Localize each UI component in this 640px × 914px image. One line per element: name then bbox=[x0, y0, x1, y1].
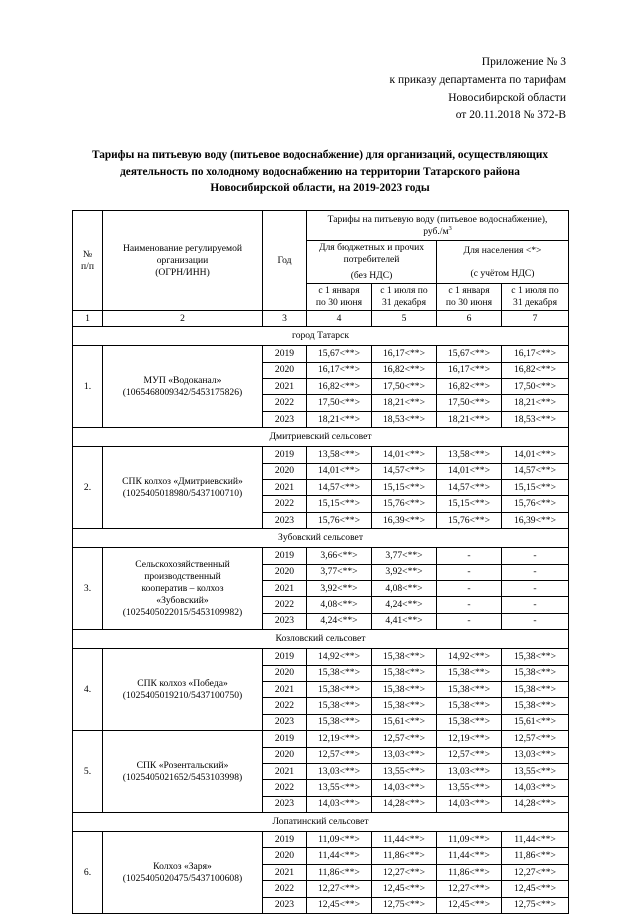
tariff-value-budget-h1: 13,55<**> bbox=[307, 780, 372, 796]
column-number-6: 6 bbox=[437, 311, 502, 327]
table-row bbox=[73, 447, 569, 463]
organization-line: (1025405021652/5453103998) bbox=[122, 771, 243, 783]
tariff-value-budget-h2: 15,76<**> bbox=[372, 496, 437, 512]
year-cell: 2019 bbox=[263, 731, 307, 747]
tariff-value-population-h1: - bbox=[437, 580, 502, 596]
header-number-line2: п/п bbox=[81, 260, 94, 272]
group-label: город Татарск bbox=[73, 327, 569, 346]
tariff-value-budget-h1: 12,45<**> bbox=[307, 897, 372, 913]
tariff-value-budget-h1: 3,77<**> bbox=[307, 564, 372, 580]
tariff-value-population-h2: 14,03<**> bbox=[502, 780, 569, 796]
tariff-value-population-h1: 11,09<**> bbox=[437, 832, 502, 848]
table-row bbox=[73, 832, 569, 848]
header-cell-year: Год bbox=[263, 211, 307, 311]
tariff-value-budget-h2: 13,03<**> bbox=[372, 747, 437, 763]
tariff-value-population-h2: 15,38<**> bbox=[502, 681, 569, 697]
group-label: Зубовский сельсовет bbox=[73, 529, 569, 548]
tariff-value-population-h1: 15,67<**> bbox=[437, 346, 502, 362]
organization-name bbox=[103, 548, 263, 630]
group-label: Дмитриевский сельсовет bbox=[73, 428, 569, 447]
tariff-value-population-h2: 17,50<**> bbox=[502, 379, 569, 395]
tariff-value-population-h2: - bbox=[502, 597, 569, 613]
table-group-row bbox=[73, 428, 569, 447]
row-number: 4. bbox=[73, 649, 103, 731]
tariff-value-population-h1: 12,27<**> bbox=[437, 881, 502, 897]
tariff-value-population-h2: 12,75<**> bbox=[502, 897, 569, 913]
table-row bbox=[73, 731, 569, 747]
year-cell: 2023 bbox=[263, 796, 307, 812]
tariff-value-population-h2: 18,53<**> bbox=[502, 411, 569, 427]
tariff-value-budget-h1: 11,09<**> bbox=[307, 832, 372, 848]
row-number: 5. bbox=[73, 731, 103, 813]
header-period4-line2: 31 декабря bbox=[513, 297, 558, 309]
column-number-1: 1 bbox=[73, 311, 103, 327]
header-period3-line2: по 30 июня bbox=[445, 297, 493, 309]
column-number-7: 7 bbox=[502, 311, 569, 327]
title-line-2: деятельность по холодному водоснабжению на территории Татарского района bbox=[120, 165, 520, 178]
header-tariffs-line2 bbox=[309, 226, 566, 238]
tariff-value-population-h1: 14,01<**> bbox=[437, 463, 502, 479]
organization-line: (1025405020475/5437100608) bbox=[122, 872, 243, 884]
year-cell: 2022 bbox=[263, 780, 307, 796]
year-cell: 2023 bbox=[263, 613, 307, 629]
year-cell: 2020 bbox=[263, 848, 307, 864]
group-label: Козловский сельсовет bbox=[73, 630, 569, 649]
year-cell: 2022 bbox=[263, 395, 307, 411]
tariff-value-population-h1: 16,82<**> bbox=[437, 379, 502, 395]
tariff-value-population-h1: 11,86<**> bbox=[437, 864, 502, 880]
table-group-row bbox=[73, 813, 569, 832]
tariff-value-budget-h1: 13,58<**> bbox=[307, 447, 372, 463]
year-cell: 2022 bbox=[263, 496, 307, 512]
tariff-value-budget-h2: 4,41<**> bbox=[372, 613, 437, 629]
tariff-value-population-h2: 16,17<**> bbox=[502, 346, 569, 362]
table-row bbox=[73, 346, 569, 362]
header-period3-line1: с 1 января bbox=[448, 285, 490, 297]
tariff-value-population-h2: 15,38<**> bbox=[502, 649, 569, 665]
tariff-value-population-h1: 14,57<**> bbox=[437, 480, 502, 496]
tariff-value-population-h1: 13,58<**> bbox=[437, 447, 502, 463]
header-period1-line2: по 30 июня bbox=[315, 297, 363, 309]
tariff-value-population-h2: 14,57<**> bbox=[502, 463, 569, 479]
title-line-1: Тарифы на питьевую воду (питьевое водоснабжение) для организаций, осуществляющих bbox=[91, 149, 549, 162]
table-row bbox=[73, 649, 569, 665]
tariff-value-population-h1: - bbox=[437, 613, 502, 629]
tariff-value-population-h1: - bbox=[437, 564, 502, 580]
group-label: Лопатинский сельсовет bbox=[73, 813, 569, 832]
header-cell-tariffs bbox=[307, 211, 569, 241]
year-cell: 2021 bbox=[263, 379, 307, 395]
tariff-value-population-h2: 13,03<**> bbox=[502, 747, 569, 763]
tariff-value-budget-h2: 12,45<**> bbox=[372, 881, 437, 897]
tariff-value-population-h2: 12,57<**> bbox=[502, 731, 569, 747]
organization-line: СПК колхоз «Победа» bbox=[137, 677, 228, 689]
header-org-line3: (ОГРН/ИНН) bbox=[155, 266, 210, 278]
table-header bbox=[73, 211, 569, 327]
tariff-value-budget-h2: 12,57<**> bbox=[372, 731, 437, 747]
tariff-value-budget-h1: 4,08<**> bbox=[307, 597, 372, 613]
year-cell: 2020 bbox=[263, 362, 307, 378]
row-number: 6. bbox=[73, 832, 103, 914]
year-cell: 2022 bbox=[263, 881, 307, 897]
tariff-value-budget-h1: 15,38<**> bbox=[307, 714, 372, 730]
table-body bbox=[73, 327, 569, 914]
organization-line: МУП «Водоканал» bbox=[143, 374, 222, 386]
column-number-row bbox=[73, 311, 569, 327]
tariff-value-budget-h1: 16,17<**> bbox=[307, 362, 372, 378]
tariff-value-population-h2: 11,44<**> bbox=[502, 832, 569, 848]
year-cell: 2019 bbox=[263, 447, 307, 463]
organization-line: (1025405019210/5437100750) bbox=[122, 689, 243, 701]
organization-line: (1025405018980/5437100710) bbox=[122, 487, 243, 499]
tariff-value-budget-h1: 15,15<**> bbox=[307, 496, 372, 512]
tariff-value-population-h1: 14,92<**> bbox=[437, 649, 502, 665]
column-number-4: 4 bbox=[307, 311, 372, 327]
tariff-value-population-h2: - bbox=[502, 580, 569, 596]
tariff-value-population-h1: 15,38<**> bbox=[437, 665, 502, 681]
organization-name bbox=[103, 832, 263, 914]
tariff-value-budget-h2: 13,55<**> bbox=[372, 763, 437, 779]
appendix-line-1: Приложение № 3 bbox=[481, 56, 566, 68]
tariff-value-budget-h1: 14,01<**> bbox=[307, 463, 372, 479]
tariff-table bbox=[72, 210, 569, 914]
tariff-value-budget-h1: 14,92<**> bbox=[307, 649, 372, 665]
tariff-value-population-h2: 13,55<**> bbox=[502, 763, 569, 779]
tariff-value-budget-h1: 14,03<**> bbox=[307, 796, 372, 812]
appendix-header bbox=[72, 54, 566, 125]
appendix-line-2: к приказу департамента по тарифам bbox=[389, 73, 566, 86]
year-cell: 2021 bbox=[263, 681, 307, 697]
tariff-value-budget-h2: 15,38<**> bbox=[372, 649, 437, 665]
organization-line: «Зубовский» bbox=[156, 594, 209, 606]
year-cell: 2021 bbox=[263, 480, 307, 496]
tariff-value-population-h1: 16,17<**> bbox=[437, 362, 502, 378]
tariff-value-budget-h1: 11,86<**> bbox=[307, 864, 372, 880]
header-org-line1: Наименование регулируемой bbox=[122, 242, 243, 254]
organization-line: Колхоз «Заря» bbox=[153, 860, 212, 872]
year-cell: 2023 bbox=[263, 512, 307, 528]
organization-line: (1065468009342/5453175826) bbox=[122, 386, 243, 398]
header-tariffs-unit-exponent: 3 bbox=[448, 224, 452, 232]
organization-line: СПК колхоз «Дмитриевский» bbox=[122, 475, 243, 487]
organization-line: (1025405022015/5453109982) bbox=[122, 606, 243, 618]
tariff-value-population-h1: 14,03<**> bbox=[437, 796, 502, 812]
tariff-value-population-h2: 16,82<**> bbox=[502, 362, 569, 378]
tariff-value-population-h2: 15,38<**> bbox=[502, 698, 569, 714]
tariff-value-budget-h2: 11,86<**> bbox=[372, 848, 437, 864]
organization-line: производственный bbox=[144, 570, 221, 582]
tariff-value-population-h2: - bbox=[502, 613, 569, 629]
tariff-value-population-h2: 14,28<**> bbox=[502, 796, 569, 812]
tariff-value-budget-h2: 16,17<**> bbox=[372, 346, 437, 362]
tariff-value-population-h2: 12,45<**> bbox=[502, 881, 569, 897]
table-group-row bbox=[73, 327, 569, 346]
tariff-value-budget-h1: 15,38<**> bbox=[307, 698, 372, 714]
tariff-value-budget-h2: 15,61<**> bbox=[372, 714, 437, 730]
header-period2-line1: с 1 июля по bbox=[380, 285, 428, 297]
header-budget-line3: (без НДС) bbox=[350, 270, 393, 282]
tariff-value-population-h2: 18,21<**> bbox=[502, 395, 569, 411]
tariff-value-population-h1: - bbox=[437, 548, 502, 564]
tariff-value-population-h1: 12,19<**> bbox=[437, 731, 502, 747]
tariff-value-budget-h2: 15,38<**> bbox=[372, 681, 437, 697]
year-cell: 2021 bbox=[263, 763, 307, 779]
tariff-value-population-h1: 15,38<**> bbox=[437, 681, 502, 697]
year-cell: 2019 bbox=[263, 832, 307, 848]
tariff-value-budget-h1: 13,03<**> bbox=[307, 763, 372, 779]
header-population-line2: (с учётом НДС) bbox=[470, 267, 535, 279]
header-period4-line1: с 1 июля по bbox=[511, 285, 559, 297]
year-cell: 2022 bbox=[263, 698, 307, 714]
year-cell: 2019 bbox=[263, 548, 307, 564]
tariff-value-population-h2: 11,86<**> bbox=[502, 848, 569, 864]
tariff-value-population-h1: 12,57<**> bbox=[437, 747, 502, 763]
tariff-value-population-h2: 15,15<**> bbox=[502, 480, 569, 496]
header-number-line1: № bbox=[82, 248, 93, 260]
year-cell: 2023 bbox=[263, 897, 307, 913]
tariff-value-budget-h2: 14,28<**> bbox=[372, 796, 437, 812]
appendix-line-4: от 20.11.2018 № 372-В bbox=[455, 109, 566, 122]
header-cell-period-2 bbox=[372, 284, 437, 311]
tariff-value-budget-h2: 15,15<**> bbox=[372, 480, 437, 496]
header-cell-population bbox=[437, 241, 569, 284]
year-cell: 2023 bbox=[263, 714, 307, 730]
tariff-value-budget-h2: 14,03<**> bbox=[372, 780, 437, 796]
tariff-value-population-h2: 15,61<**> bbox=[502, 714, 569, 730]
tariff-value-budget-h1: 11,44<**> bbox=[307, 848, 372, 864]
tariff-value-population-h2: 15,76<**> bbox=[502, 496, 569, 512]
tariff-value-budget-h2: 14,01<**> bbox=[372, 447, 437, 463]
organization-line: СПК «Розентальский» bbox=[136, 759, 229, 771]
tariff-value-budget-h1: 17,50<**> bbox=[307, 395, 372, 411]
tariff-value-population-h2: 12,27<**> bbox=[502, 864, 569, 880]
appendix-line-3: Новосибирской области bbox=[448, 91, 566, 104]
tariff-value-budget-h1: 15,38<**> bbox=[307, 665, 372, 681]
tariff-value-budget-h2: 3,77<**> bbox=[372, 548, 437, 564]
tariff-value-budget-h1: 12,19<**> bbox=[307, 731, 372, 747]
year-cell: 2021 bbox=[263, 580, 307, 596]
organization-line: Сельскохозяйственный bbox=[135, 558, 230, 570]
tariff-value-budget-h1: 15,76<**> bbox=[307, 512, 372, 528]
tariff-value-population-h1: 15,38<**> bbox=[437, 698, 502, 714]
header-cell-organization bbox=[103, 211, 263, 311]
header-cell-budget-consumers bbox=[307, 241, 437, 284]
tariff-value-budget-h2: 3,92<**> bbox=[372, 564, 437, 580]
tariff-value-population-h1: - bbox=[437, 597, 502, 613]
tariff-value-population-h1: 17,50<**> bbox=[437, 395, 502, 411]
tariff-value-budget-h1: 12,27<**> bbox=[307, 881, 372, 897]
header-period1-line1: с 1 января bbox=[318, 285, 360, 297]
tariff-value-population-h2: 15,38<**> bbox=[502, 665, 569, 681]
year-cell: 2020 bbox=[263, 665, 307, 681]
row-number: 3. bbox=[73, 548, 103, 630]
tariff-value-budget-h1: 15,38<**> bbox=[307, 681, 372, 697]
header-row-top bbox=[73, 211, 569, 241]
tariff-value-budget-h1: 4,24<**> bbox=[307, 613, 372, 629]
tariff-value-population-h1: 15,15<**> bbox=[437, 496, 502, 512]
year-cell: 2023 bbox=[263, 411, 307, 427]
tariff-value-population-h2: - bbox=[502, 548, 569, 564]
year-cell: 2020 bbox=[263, 463, 307, 479]
tariff-value-budget-h1: 18,21<**> bbox=[307, 411, 372, 427]
tariff-value-population-h1: 18,21<**> bbox=[437, 411, 502, 427]
header-cell-period-3 bbox=[437, 284, 502, 311]
organization-name bbox=[103, 649, 263, 731]
header-tariffs-line1: Тарифы на питьевую воду (питьевое водоснабжение), bbox=[327, 213, 548, 225]
column-number-3: 3 bbox=[263, 311, 307, 327]
year-cell: 2020 bbox=[263, 747, 307, 763]
header-cell-period-4 bbox=[502, 284, 569, 311]
tariff-value-population-h1: 13,03<**> bbox=[437, 763, 502, 779]
tariff-value-budget-h1: 12,57<**> bbox=[307, 747, 372, 763]
header-budget-line2: потребителей bbox=[343, 254, 400, 266]
tariff-value-budget-h1: 14,57<**> bbox=[307, 480, 372, 496]
page-title bbox=[72, 147, 568, 196]
year-cell: 2020 bbox=[263, 564, 307, 580]
organization-name bbox=[103, 447, 263, 529]
organization-name bbox=[103, 346, 263, 428]
organization-name bbox=[103, 731, 263, 813]
tariff-value-budget-h2: 16,39<**> bbox=[372, 512, 437, 528]
tariff-value-budget-h2: 12,75<**> bbox=[372, 897, 437, 913]
year-cell: 2022 bbox=[263, 597, 307, 613]
tariff-value-budget-h1: 15,67<**> bbox=[307, 346, 372, 362]
table-group-row bbox=[73, 630, 569, 649]
header-cell-period-1 bbox=[307, 284, 372, 311]
tariff-value-budget-h2: 18,53<**> bbox=[372, 411, 437, 427]
tariff-value-budget-h2: 18,21<**> bbox=[372, 395, 437, 411]
tariff-value-population-h2: 14,01<**> bbox=[502, 447, 569, 463]
tariff-value-budget-h2: 4,08<**> bbox=[372, 580, 437, 596]
tariff-value-population-h1: 15,38<**> bbox=[437, 714, 502, 730]
tariff-value-budget-h2: 4,24<**> bbox=[372, 597, 437, 613]
header-population-line1: Для населения <*> bbox=[463, 244, 542, 256]
table-group-row bbox=[73, 529, 569, 548]
tariff-value-budget-h2: 16,82<**> bbox=[372, 362, 437, 378]
title-line-3: Новосибирской области, на 2019-2023 годы bbox=[210, 182, 430, 194]
year-cell: 2019 bbox=[263, 346, 307, 362]
tariff-value-budget-h2: 15,38<**> bbox=[372, 698, 437, 714]
tariff-value-budget-h1: 3,92<**> bbox=[307, 580, 372, 596]
tariff-value-population-h2: 16,39<**> bbox=[502, 512, 569, 528]
table-row bbox=[73, 548, 569, 564]
tariff-value-population-h2: - bbox=[502, 564, 569, 580]
column-number-2: 2 bbox=[103, 311, 263, 327]
tariff-value-budget-h2: 15,38<**> bbox=[372, 665, 437, 681]
tariff-value-budget-h1: 16,82<**> bbox=[307, 379, 372, 395]
header-tariffs-unit: руб./м bbox=[423, 225, 449, 237]
tariff-value-budget-h2: 14,57<**> bbox=[372, 463, 437, 479]
header-cell-number bbox=[73, 211, 103, 311]
tariff-value-budget-h2: 12,27<**> bbox=[372, 864, 437, 880]
header-org-line2: организации bbox=[156, 254, 209, 266]
row-number: 1. bbox=[73, 346, 103, 428]
tariff-value-population-h1: 13,55<**> bbox=[437, 780, 502, 796]
tariff-value-population-h1: 12,45<**> bbox=[437, 897, 502, 913]
row-number: 2. bbox=[73, 447, 103, 529]
year-cell: 2021 bbox=[263, 864, 307, 880]
organization-line: кооператив – колхоз bbox=[141, 582, 224, 594]
year-cell: 2019 bbox=[263, 649, 307, 665]
header-budget-line1: Для бюджетных и прочих bbox=[318, 242, 425, 254]
tariff-value-budget-h1: 3,66<**> bbox=[307, 548, 372, 564]
tariff-value-population-h1: 11,44<**> bbox=[437, 848, 502, 864]
tariff-value-budget-h2: 17,50<**> bbox=[372, 379, 437, 395]
tariff-value-budget-h2: 11,44<**> bbox=[372, 832, 437, 848]
column-number-5: 5 bbox=[372, 311, 437, 327]
header-period2-line2: 31 декабря bbox=[382, 297, 426, 309]
tariff-value-population-h1: 15,76<**> bbox=[437, 512, 502, 528]
